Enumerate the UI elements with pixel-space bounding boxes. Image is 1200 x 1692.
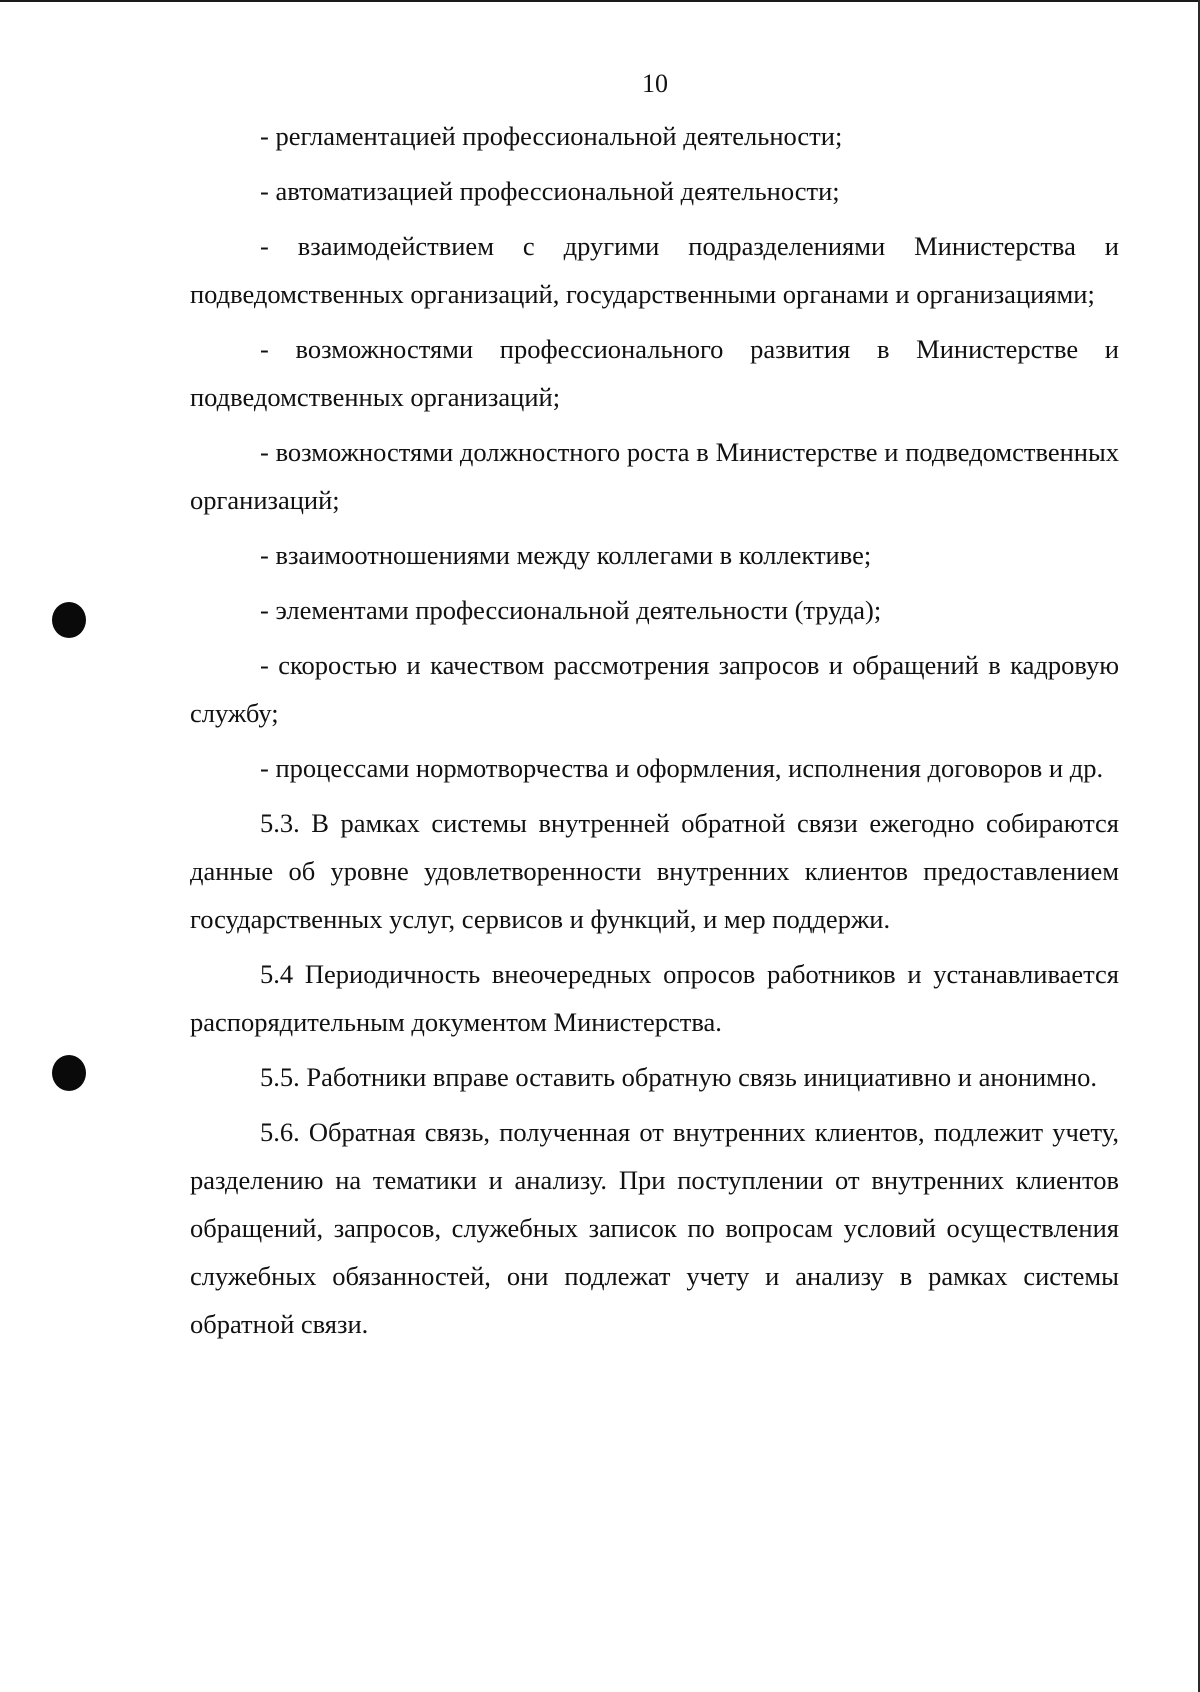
paragraph-5-6: 5.6. Обратная связь, полученная от внутренних клиентов, подлежит учету, разделению на тематики и анализу. При поступлении от внутренних клиентов обращений, запросов, служебных записок по вопросам условий осуществления служебных обязанностей, они подлежат учету и анализу в рамках системы обратной связи. (190, 1117, 1119, 1339)
paragraph-interaction: - взаимодействием с другими подразделениями Министерства и подведомственных организаций, государственными органами и организациями; (190, 231, 1119, 309)
paragraph-rulemaking: - процессами нормотворчества и оформления, исполнения договоров и др. (260, 753, 1104, 783)
paragraph-colleague-relations: - взаимоотношениями между коллегами в коллективе; (260, 540, 872, 570)
paragraph-career-growth: - возможностями должностного роста в Министерстве и подведомственных организаций; (190, 437, 1119, 515)
punch-hole-lower (52, 1055, 86, 1091)
scan-edge-top (0, 0, 1200, 2)
paragraph-5-5: 5.5. Работники вправе оставить обратную связь инициативно и анонимно. (260, 1062, 1097, 1092)
paragraph-hr-requests: - скоростью и качеством рассмотрения запросов и обращений в кадровую службу; (190, 650, 1119, 728)
paragraph-professional-development: - возможностями профессионального развития в Министерстве и подведомственных организаций; (190, 334, 1119, 412)
paragraph-regulation: - регламентацией профессиональной деятельности; (260, 121, 843, 151)
page-number: 10 (642, 69, 668, 98)
punch-hole-upper (52, 602, 86, 638)
paragraph-work-elements: - элементами профессиональной деятельности (труда); (260, 595, 882, 625)
document-body (190, 112, 1119, 1355)
paragraph-automation: - автоматизацией профессиональной деятельности; (260, 176, 840, 206)
paragraph-5-4: 5.4 Периодичность внеочередных опросов работников и устанавливается распорядительным документом Министерства. (190, 959, 1119, 1037)
paragraph-5-3: 5.3. В рамках системы внутренней обратной связи ежегодно собираются данные об уровне удовлетворенности внутренних клиентов предоставлением государственных услуг, сервисов и функций, и мер поддержи. (190, 808, 1119, 934)
